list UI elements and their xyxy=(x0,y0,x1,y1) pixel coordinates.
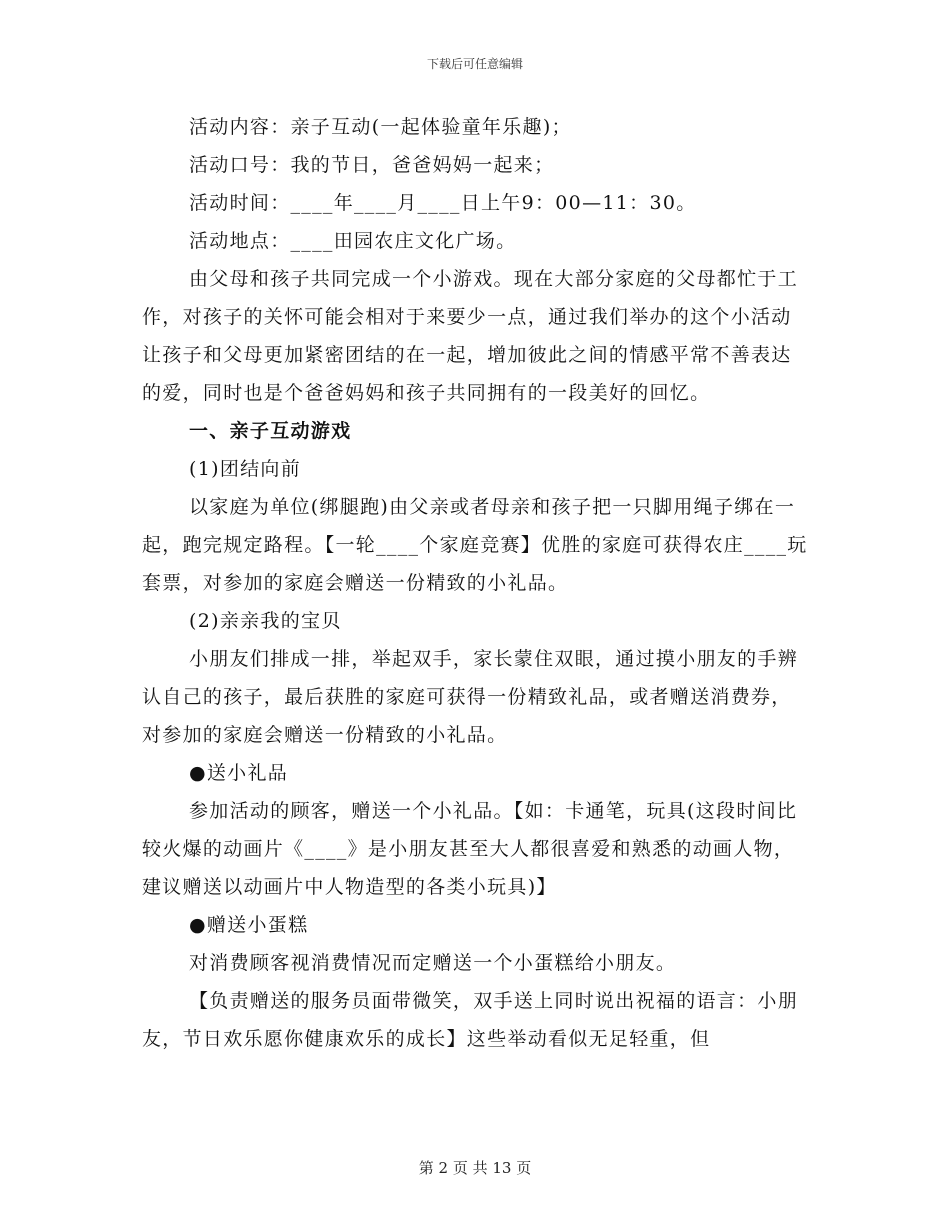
page-header: 下载后可任意编辑 xyxy=(426,57,523,71)
paragraph: 参加活动的顾客，赠送一个小礼品。【如：卡通笔，玩具(这段时间比较火爆的动画片《____》是小朋友甚至大人都很喜爱和熟悉的动画人物，建议赠送以动画片中人物造型的各类小玩具)】 xyxy=(142,800,798,898)
paragraph: 【负责赠送的服务员面带微笑，双手送上同时说出祝福的语言：小朋友，节日欢乐愿你健康欢乐的成长】这些举动看似无足轻重，但 xyxy=(142,990,799,1050)
subheading: (2)亲亲我的宝贝 xyxy=(189,610,342,632)
document-body xyxy=(142,108,808,1058)
paragraph: 小朋友们排成一排，举起双手，家长蒙住双眼，通过摸小朋友的手辨认自己的孩子，最后获胜的家庭可获得一份精致礼品，或者赠送消费券，对参加的家庭会赠送一份精致的小礼品。 xyxy=(142,648,799,746)
page-footer: 第 2 页 共 13 页 xyxy=(418,1159,532,1177)
paragraph: 由父母和孩子共同完成一个小游戏。现在大部分家庭的父母都忙于工作，对孩子的关怀可能会相对于来要少一点，通过我们举办的这个小活动让孩子和父母更加紧密团结的在一起，增加彼此之间的情感平常不善表达的爱，同时也是个爸爸妈妈和孩子共同拥有的一段美好的回忆。 xyxy=(142,268,799,404)
paragraph: 对消费顾客视消费情况而定赠送一个小蛋糕给小朋友。 xyxy=(189,952,677,974)
paragraph: 活动内容：亲子互动(一起体验童年乐趣)； xyxy=(189,116,572,138)
subheading: (1)团结向前 xyxy=(189,458,302,480)
bullet-item: ●送小礼品 xyxy=(189,762,289,784)
paragraph: 活动时间：____年____月____日上午9：00—11：30。 xyxy=(189,192,697,214)
paragraph: 活动口号：我的节日，爸爸妈妈一起来； xyxy=(189,154,555,176)
section-heading: 一、亲子互动游戏 xyxy=(189,420,352,442)
bullet-item: ●赠送小蛋糕 xyxy=(189,914,309,936)
paragraph: 以家庭为单位(绑腿跑)由父亲或者母亲和孩子把一只脚用绳子绑在一起，跑完规定路程。【一轮____个家庭竞赛】优胜的家庭可获得农庄____玩套票，对参加的家庭会赠送一份精致的小礼品。 xyxy=(142,496,808,594)
paragraph: 活动地点：____田园农庄文化广场。 xyxy=(189,230,517,252)
